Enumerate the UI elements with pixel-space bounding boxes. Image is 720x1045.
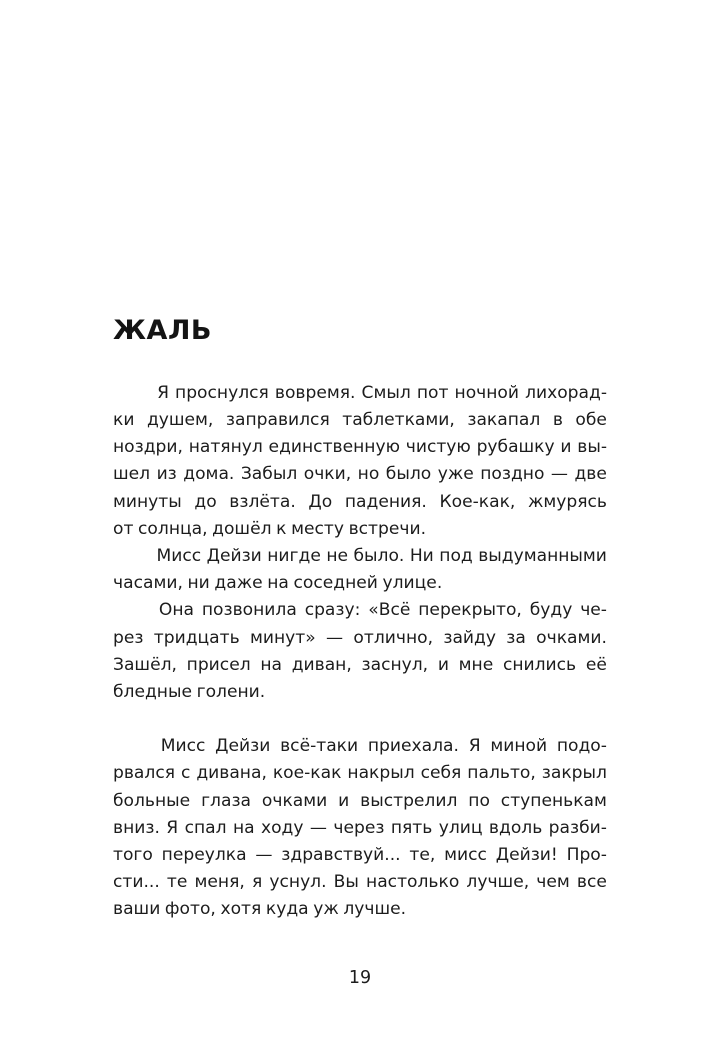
body-text bbox=[113, 380, 607, 924]
word: фото, bbox=[164, 899, 216, 920]
word: настолько bbox=[366, 872, 460, 893]
word: на bbox=[232, 817, 255, 838]
word: очки, bbox=[303, 464, 352, 485]
text-line bbox=[113, 869, 607, 896]
word: вовремя. bbox=[274, 382, 356, 403]
word: встречи. bbox=[348, 518, 427, 539]
word: вниз. bbox=[113, 817, 160, 838]
word: голени. bbox=[196, 681, 266, 702]
word: кое-как bbox=[272, 763, 342, 784]
word: Я bbox=[157, 382, 169, 403]
word: миной bbox=[490, 736, 548, 757]
word: бледные bbox=[113, 681, 192, 702]
word: и bbox=[437, 654, 449, 675]
word: дома. bbox=[183, 464, 235, 485]
word: позвонила bbox=[201, 600, 297, 621]
word: пальто, bbox=[467, 763, 536, 784]
word: закрыл bbox=[541, 763, 607, 784]
word: чем bbox=[536, 872, 570, 893]
word: под bbox=[439, 545, 473, 566]
word: все bbox=[576, 872, 607, 893]
word: единственную bbox=[268, 437, 400, 458]
word: на bbox=[267, 573, 289, 594]
word: поздно bbox=[480, 464, 545, 485]
word: проснулся bbox=[175, 382, 269, 403]
word: минут» bbox=[249, 627, 316, 648]
text-column bbox=[113, 316, 607, 924]
text-line bbox=[113, 625, 607, 652]
text-line bbox=[113, 760, 607, 787]
word: обе bbox=[575, 409, 607, 430]
word: Вы bbox=[333, 872, 359, 893]
word: очками bbox=[261, 790, 328, 811]
word: из bbox=[156, 464, 177, 485]
word: разби- bbox=[548, 817, 607, 838]
text-line bbox=[113, 570, 607, 597]
word: глаза bbox=[201, 790, 252, 811]
word: переулка bbox=[161, 844, 247, 865]
word: те bbox=[166, 872, 188, 893]
word: от bbox=[113, 518, 134, 539]
word: Зашёл, bbox=[113, 654, 177, 675]
word: лучше, bbox=[466, 872, 530, 893]
word: с bbox=[180, 763, 191, 784]
word: взлёта. bbox=[229, 491, 296, 512]
word: минуты bbox=[113, 491, 182, 512]
text-line bbox=[113, 679, 607, 706]
word: вы- bbox=[577, 437, 607, 458]
word: хотя bbox=[220, 899, 262, 920]
text-line bbox=[113, 733, 607, 760]
word: уже bbox=[437, 464, 474, 485]
word: накрыл bbox=[347, 763, 415, 784]
word: было bbox=[385, 464, 432, 485]
word: себя bbox=[420, 763, 462, 784]
word: Она bbox=[158, 600, 194, 621]
word: перекрыто, bbox=[418, 600, 522, 621]
word: Ни bbox=[409, 545, 434, 566]
word: снились bbox=[502, 654, 577, 675]
word: соседней bbox=[293, 573, 378, 594]
word: до bbox=[194, 491, 217, 512]
word: уж bbox=[313, 899, 339, 920]
word: Я bbox=[166, 817, 179, 838]
word: часами, bbox=[113, 573, 183, 594]
chapter-title: ЖАЛЬ bbox=[113, 315, 212, 346]
word: выстрелил bbox=[360, 790, 458, 811]
text-line bbox=[113, 461, 607, 488]
page-number: 19 bbox=[348, 968, 372, 988]
paragraph-1 bbox=[113, 380, 607, 543]
word: лучше. bbox=[343, 899, 407, 920]
word: к bbox=[276, 518, 287, 539]
word: тридцать bbox=[153, 627, 240, 648]
word: Дейзи bbox=[206, 545, 262, 566]
word: выдуманными bbox=[478, 545, 607, 566]
text-line bbox=[113, 516, 607, 543]
word: Дейзи bbox=[215, 736, 271, 757]
word: Кое-как, bbox=[439, 491, 516, 512]
word: спал bbox=[184, 817, 227, 838]
word: душем, bbox=[146, 409, 214, 430]
word: и bbox=[338, 790, 350, 811]
word: её bbox=[585, 654, 607, 675]
word: диван, bbox=[291, 654, 352, 675]
word: чистую bbox=[405, 437, 471, 458]
text-line bbox=[113, 842, 607, 869]
word: Смыл bbox=[361, 382, 411, 403]
word: того bbox=[113, 844, 153, 865]
word: жмурясь bbox=[527, 491, 607, 512]
text-line bbox=[113, 380, 607, 407]
word: ночной bbox=[454, 382, 519, 403]
word: ноздри, bbox=[113, 437, 183, 458]
word: даже bbox=[214, 573, 263, 594]
word: и bbox=[560, 437, 572, 458]
word: за bbox=[506, 627, 526, 648]
word: заправился bbox=[225, 409, 330, 430]
text-line bbox=[113, 788, 607, 815]
paragraph-4 bbox=[113, 733, 607, 923]
word: заснул, bbox=[361, 654, 429, 675]
word: очками. bbox=[536, 627, 607, 648]
word: падения. bbox=[344, 491, 427, 512]
word: здравствуй... bbox=[281, 844, 401, 865]
word: присел bbox=[186, 654, 251, 675]
word: — bbox=[326, 627, 344, 648]
word: ки bbox=[113, 409, 135, 430]
word: Я bbox=[468, 736, 481, 757]
word: зайду bbox=[443, 627, 496, 648]
word: всё-таки bbox=[280, 736, 359, 757]
word: — bbox=[309, 817, 327, 838]
word: сразу: bbox=[304, 600, 361, 621]
word: больные bbox=[113, 790, 191, 811]
text-line bbox=[113, 652, 607, 679]
text-line bbox=[113, 407, 607, 434]
word: ваши bbox=[113, 899, 161, 920]
text-line bbox=[113, 434, 607, 461]
word: дивана, bbox=[196, 763, 267, 784]
word: отлично, bbox=[353, 627, 434, 648]
word: на bbox=[260, 654, 282, 675]
word: пот bbox=[416, 382, 449, 403]
word: сти... bbox=[113, 872, 160, 893]
word: дошёл bbox=[212, 518, 272, 539]
word: че- bbox=[580, 600, 607, 621]
paragraph-3 bbox=[113, 597, 607, 706]
word: рез bbox=[113, 627, 144, 648]
text-line bbox=[113, 597, 607, 624]
text-line bbox=[113, 896, 607, 923]
word: Забыл bbox=[240, 464, 298, 485]
word: нигде bbox=[267, 545, 321, 566]
word: рубашку bbox=[476, 437, 555, 458]
word: в bbox=[552, 409, 563, 430]
word: — bbox=[255, 844, 273, 865]
word: «Всё bbox=[368, 600, 411, 621]
word: До bbox=[308, 491, 333, 512]
word: две bbox=[574, 464, 607, 485]
word: рвался bbox=[113, 763, 176, 784]
word: улице. bbox=[382, 573, 443, 594]
word: Мисс bbox=[156, 545, 202, 566]
section-break bbox=[113, 706, 607, 733]
word: не bbox=[326, 545, 349, 566]
word: вдоль bbox=[488, 817, 543, 838]
word: но bbox=[357, 464, 380, 485]
paragraph-2 bbox=[113, 543, 607, 597]
word: Про- bbox=[566, 844, 607, 865]
word: те, bbox=[409, 844, 436, 865]
word: приехала. bbox=[367, 736, 459, 757]
word: было. bbox=[353, 545, 405, 566]
word: куда bbox=[265, 899, 309, 920]
word: ни bbox=[187, 573, 210, 594]
word: закапал bbox=[467, 409, 541, 430]
word: натянул bbox=[188, 437, 263, 458]
word: Дейзи! bbox=[495, 844, 558, 865]
word: подо- bbox=[556, 736, 607, 757]
word: мне bbox=[458, 654, 494, 675]
word: улиц bbox=[438, 817, 483, 838]
word: ступенькам bbox=[500, 790, 607, 811]
word: лихорад- bbox=[525, 382, 607, 403]
word: через bbox=[333, 817, 385, 838]
text-line bbox=[113, 815, 607, 842]
word: месту bbox=[291, 518, 344, 539]
word: шел bbox=[113, 464, 151, 485]
word: ходу bbox=[260, 817, 304, 838]
word: — bbox=[550, 464, 568, 485]
word: меня, bbox=[194, 872, 245, 893]
word: пять bbox=[390, 817, 433, 838]
word: таблетками, bbox=[342, 409, 455, 430]
text-line bbox=[113, 489, 607, 516]
text-line bbox=[113, 543, 607, 570]
word: по bbox=[468, 790, 490, 811]
word: солнца, bbox=[138, 518, 208, 539]
word: Мисс bbox=[160, 736, 206, 757]
word: уснул. bbox=[269, 872, 327, 893]
word: буду bbox=[529, 600, 573, 621]
word: я bbox=[251, 872, 263, 893]
word: мисс bbox=[444, 844, 487, 865]
